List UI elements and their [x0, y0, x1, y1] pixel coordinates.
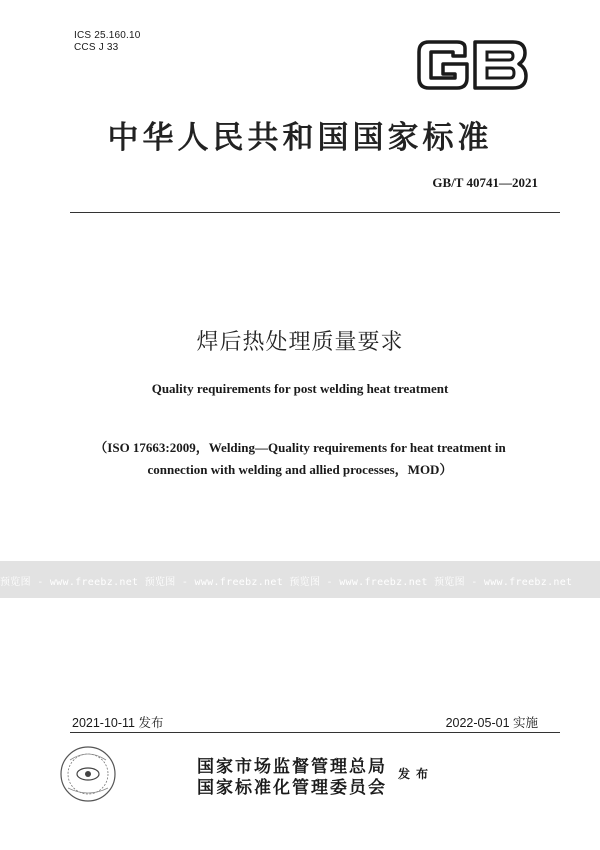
national-standard-title: 中华人民共和国国家标准 [107, 120, 493, 156]
ccs-code: CCS J 33 [74, 42, 119, 53]
issuer-samr: 国家市场监督管理总局 [197, 757, 387, 777]
ics-code: ICS 25.160.10 [74, 30, 141, 41]
iso-reference-line-2: connection with welding and allied processes，MOD） [147, 462, 453, 477]
top-divider [70, 212, 560, 213]
issuer-sac: 国家标准化管理委员会 [197, 778, 387, 798]
chinese-title: 焊后热处理质量要求 [196, 330, 404, 355]
anti-counterfeit-seal-icon [58, 744, 118, 804]
publish-label: 发布 [398, 767, 435, 781]
implementation-date: 2022-05-01 实施 [445, 716, 538, 730]
bottom-divider [70, 732, 560, 733]
gb-logo-icon [413, 38, 531, 92]
english-title: Quality requirements for post welding heat treatment [151, 381, 449, 396]
watermark-text: 预览图 - www.freebz.net 预览图 - www.freebz.net 预览图 - www.freebz.net 预览图 - www.freebz.net [0, 577, 573, 588]
issue-date: 2021-10-11 发布 [72, 716, 164, 730]
iso-reference-line-1: （ISO 17663:2009，Welding—Quality requirements for heat treatment in [94, 440, 506, 455]
standard-number: GB/T 40741—2021 [432, 175, 538, 190]
